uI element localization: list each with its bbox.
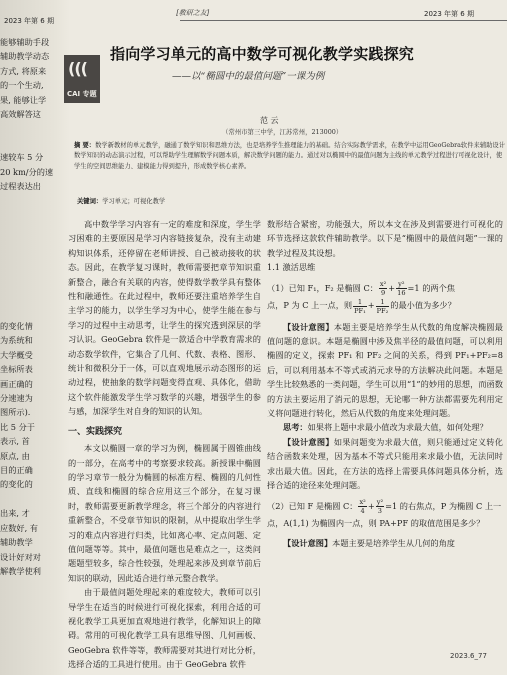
numerator: y²	[396, 280, 406, 289]
fragment-line: 设计好对对	[0, 551, 41, 562]
fragment-line: 画正确的	[0, 378, 33, 389]
keywords-label: 关键词：	[77, 198, 103, 205]
fraction	[353, 298, 367, 315]
numerator: 1	[376, 298, 390, 307]
fragment-line: 坐标所表	[0, 364, 33, 375]
abstract-text: 数学新教材的单元教学，融通了数学知识和思维方法，也是培养学生推理能力的基础。结合实际教学需求，在教学中运用GeoGebra软件来辅助设计数学知识的动态演示过程，可以帮助学生理解数学问题本质，解决数学问题的能力。通过对以椭圆中的最值问题为主线的单元教学过程进行可视化设计，使学生的空间思维能力、建模能力得到提升，形成数学核心素养。	[74, 142, 506, 170]
design-intent-label: 【设计意图】	[283, 538, 333, 548]
fragment-line	[0, 222, 62, 236]
intro-paragraph: 高中数学学习内容有一定的难度和深度，学生学习困难的主要原因是学习内容链接复杂，没有主动建构知识体系，还停留在老师讲授、自己被动接收的状态。因此，在教学复习课时，教师需要把章节知识重新整合，融合有关联的内容，使得数学教学具有整体性和融通性。在此过程中，教师还要注重培养学生自主学习的能力，以学生学习为中心，使学生能在参与学习的过程中主动思考，让学生的探究透到深层的学习认识。GeoGebra 软件是一款适合中学教育需求的动态数学软件，它集合了几何、代数、表格、图形、统计和微积分于一体，可以直观地展示动态图形的运动过程，使抽象的数学问题变得直观、具体化，借助这个软件能激发学生学习数学的兴趣，增强学生的参与感，加深学生对自身的知识的认知。	[68, 219, 261, 417]
left-text-column	[68, 217, 261, 672]
design-intent-text: 本题主要是培养学生从代数的角度解决椭圆最值问题的意识。本题是椭圆中涉及焦半径的最值问题，可以利用椭圆的定义，探索 PF₁ 和 PF₂ 之间的关系，得到 PF₁+PF₂=8 后，可以利用基本不等式或消元求导的方法解决此问题。本题是学生比较熟悉的一类问题，学生可以用“1”的妙用的思想，而函数的方法主要运用了消元的思想，无论哪一种方法都需要先利用定义将问题进行转化，然后从代数的角度来处理问题。	[267, 321, 503, 419]
design-intent-label: 【设计意图】	[283, 436, 334, 447]
fragment-line: 能够辅助手段	[0, 37, 50, 47]
fragment-line: 应数好, 有	[0, 522, 38, 533]
previous-article-fragment-top	[0, 35, 62, 237]
fragment-line: 的变化的	[0, 479, 33, 490]
section-heading: 一、实践探究	[68, 426, 123, 437]
fraction	[376, 298, 390, 315]
author-affiliation: （常州市第三中学，江苏常州，213000）	[222, 128, 343, 136]
numerator: x²	[359, 498, 366, 506]
thinking-question	[267, 420, 503, 434]
header-rule	[180, 20, 507, 21]
problem-text: （2）已知 F 是椭圆 C：	[267, 500, 358, 511]
right-text-column	[267, 217, 503, 550]
thinking-text: 如果将上题中求最小值改为求最大值，如何处理？	[307, 422, 488, 433]
fragment-line	[0, 121, 62, 135]
fraction	[396, 280, 406, 297]
header-issue-left: 2023 年第 6 期	[4, 17, 54, 25]
design-intent-1	[267, 320, 503, 421]
keywords	[77, 196, 165, 205]
denominator: 3	[377, 507, 382, 515]
fragment-line: 比 5 分于	[0, 421, 35, 432]
thinking-label: 思考：	[283, 422, 308, 433]
article-title: 指向学习单元的高中数学可视化教学实践探究	[110, 45, 415, 63]
fragment-line: 方式, 将原来	[0, 65, 47, 76]
fragment-line: 辅助教学动态	[0, 51, 50, 62]
fragment-line: 大学概受	[0, 349, 33, 360]
fraction	[376, 498, 384, 515]
problem-text: 点，P 为 C 上一点，则	[267, 300, 353, 311]
fragment-line: 解教学使利	[0, 565, 41, 576]
previous-article-fragment-bottom	[0, 319, 62, 578]
problem-text: （1）已知 F₁，F₂ 是椭圆 C：	[267, 282, 378, 293]
body-paragraph: 由于最值问题处理起来的难度较大，教师可以引导学生在适当的时候进行可视化探索，利用合适的可视化教学工具更加直观地进行教学，化解知识上的障碍。常用的可视化教学工具有思维导图、几何画板、GeoGebra 软件等等，教师需要对其进行对比分析，选择合适的工具进行使用。由于 GeoGebra 软件	[68, 587, 261, 670]
design-intent-text: 本题主要是培养学生从几何的角度	[332, 538, 455, 548]
design-intent-3	[267, 536, 503, 550]
numerator: y²	[376, 498, 384, 506]
problem-text: 的最小值为多少？	[390, 300, 456, 311]
fragment-line: 表示, 首	[0, 436, 30, 447]
header-issue-right: 2023 年第 6 期	[424, 10, 474, 18]
page-number: 2023.6_77	[450, 652, 487, 660]
fragment-line: 出来, 才	[0, 508, 30, 519]
fragment-line	[0, 492, 62, 506]
design-intent-text: 如果问题变为求最大值，则只能通过定义转化结合函数来处理，因为基本不等式只能用来求最小值，无法同时求出最大值。因此，在方法的选择上需要具体问题具体分析，选择合适的途径来处理问题。	[267, 436, 503, 491]
problem-2: （2）已知 F 是椭圆 C： $\frac{\text{x²}}{4}$ + $\frac{\text{y²}}{3}$ =1 的右焦点，P 为椭圆 C 上一点，A(1,1) 为椭圆内一点，则 PA+PF 的取值范围是多少？	[267, 498, 502, 528]
body-paragraph: 数形结合紧密，功能强大，所以本文在涉及到需要进行可视化的环节选择这款软件辅助教学。以下是“椭圆中的最值问题”一课的教学过程及其设想。	[267, 219, 503, 258]
design-intent-2	[267, 435, 503, 493]
numerator: x²	[379, 280, 387, 289]
fraction	[379, 280, 387, 297]
fragment-line: 为系统和	[0, 335, 33, 346]
fragment-line: 高效解答这	[0, 109, 41, 120]
denominator: PF₂	[376, 306, 389, 315]
abstract	[74, 141, 506, 172]
problem-text: =1 的右焦点，P 为椭圆 C 上一点，A(1,1) 为椭圆内一点，则 PA+PF 的取值范围是多少？	[267, 500, 502, 528]
article-author: 范 云	[260, 116, 279, 125]
fragment-line: 过程表达出	[0, 181, 41, 192]
fragment-line	[0, 136, 62, 150]
fragment-line	[0, 193, 62, 207]
cai-topic-logo	[64, 55, 100, 103]
abstract-label: 摘 要：	[74, 142, 96, 149]
problem-text: =1 的两个焦	[407, 282, 455, 293]
design-intent-label: 【设计意图】	[283, 321, 334, 332]
fragment-line: 的变化情	[0, 321, 33, 331]
wave-icon: (((	[68, 59, 87, 78]
denominator: 16	[397, 289, 406, 298]
denominator: 4	[360, 507, 365, 515]
subsection-heading: 1.1 激活思维	[267, 262, 316, 273]
fragment-line: 20 km/分的速	[0, 166, 54, 177]
keywords-text: 学习单元；可视化教学	[102, 198, 166, 205]
fragment-line: 原点, 由	[0, 450, 30, 461]
fragment-line: 速较车 5 分	[0, 152, 44, 163]
fragment-line: 目的正确	[0, 465, 33, 476]
denominator: PF₁	[354, 306, 366, 315]
body-paragraph: 本文以椭圆一章的学习为例，椭圆属于圆锥曲线的一部分，在高考中的考察要求较高。新授课中椭圆的学习章节一般分为椭圆的标准方程、椭圆的几何性质、直线和椭圆的综合应用这三个部分，在复习课时，教师需要更新教学理念，将三个部分的内容进行重新整合，不受章节知识的限制，从中提取出学生学习的难点内容进行归类，比如离心率、定点问题、定值问题等等。其中，最值问题也是难点之一，这类问题题型较多，综合性较强，处理起来涉及到章节前后知识的联动，因此适合进行单元整合教学。	[68, 443, 261, 583]
denominator: 9	[380, 289, 386, 298]
header-column-name: [教研之友]	[176, 9, 210, 17]
problem-1: （1）已知 F₁，F₂ 是椭圆 C： $\frac{\text{x²}}{9}$ + $\frac{\text{y²}}{16}$ =1 的两个焦 点，P 为 C 上一点，则 $\frac{1}{\text{PF₁}}$ + $\frac{1}{\text{PF₂}}$ 的最小值为多少？	[267, 280, 456, 315]
fragment-line: 辅助教学	[0, 537, 33, 548]
logo-label: CAI 专题	[67, 90, 97, 98]
fragment-line: 果, 能够让学	[0, 94, 47, 105]
fraction	[358, 498, 366, 515]
fragment-line: 的一个生动,	[0, 80, 44, 91]
fragment-line	[0, 208, 62, 222]
numerator: 1	[353, 298, 367, 307]
article-subtitle: ——以“椭圆中的最值问题”一课为例	[172, 71, 325, 82]
page-header	[0, 0, 507, 32]
fragment-line: 图所示).	[0, 407, 31, 418]
fragment-line: 分速速为	[0, 393, 33, 404]
